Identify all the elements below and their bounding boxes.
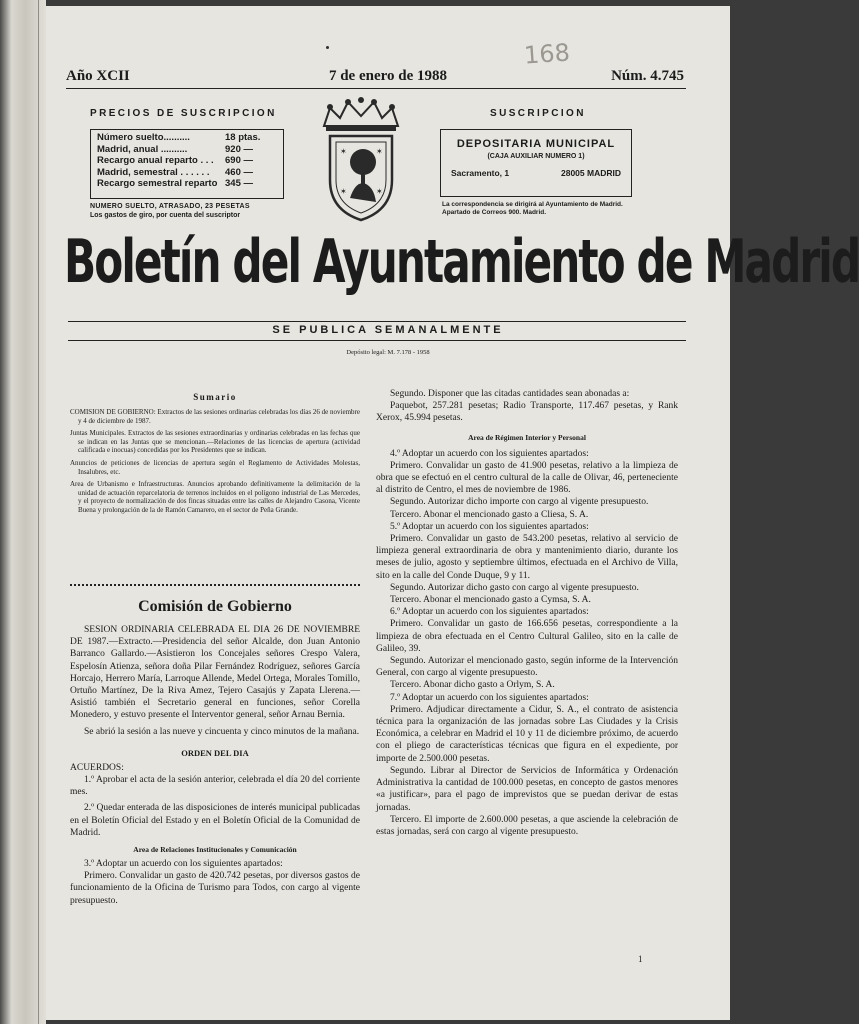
legal-deposit: Depósito legal: M. 7.178 - 1958 [346, 349, 430, 356]
summary-item: COMISION DE GOBIERNO: Extractos de las sesiones ordinarias celebradas los días 26 de noviembre y 4 de diciembre de 1987. [70, 408, 360, 425]
price-row: Recargo anual reparto . . . 690 — [97, 155, 253, 166]
agreement-7: 7.º Adoptar un acuerdo con los siguientes apartados: [390, 692, 589, 703]
agreements-label: ACUERDOS: [70, 762, 124, 773]
agreement-3-primero: Primero. Convalidar un gasto de 420.742 pesetas, por diversos gastos de funcionamiento de la Oficina de Turismo para Todos, con cargo al vigente presupuesto. [70, 871, 360, 906]
newspaper-title: Boletín del Ayuntamiento de Madrid [64, 228, 859, 297]
page-number: 1 [638, 954, 643, 964]
summary-item: Juntas Municipales. Extractos de las sesiones extraordinarias y ordinarias celebradas en las fechas que se indican en las Juntas que se mencionan.—Relaciones de las licencias de apertura (actividad calificada e inocuas) concedidas por los Presidentes que se indican. [70, 429, 360, 455]
svg-text:✶: ✶ [376, 187, 383, 196]
right-column [376, 388, 678, 838]
subtitle: SE PUBLICA SEMANALMENTE [272, 324, 504, 336]
session-paragraph: SESION ORDINARIA CELEBRADA EL DIA 26 DE NOVIEMBRE DE 1987.—Extracto.—Presidencia del señor Alcalde, don Juan Antonio Barranco Gallardo.—Asistieron los Concejales señores Crespo Valera, Espelosín Atienza, señora doña Pilar Fernández Rodríguez, señores García Horcajo, Herrero María, Larroque Allende, Medel Ortega, Morales Tomillo, Ortuño Martínez, De la Riva Amez, Tejero Casajús y Zapata Llerena.—Asistió también el Secretario general en funciones, señor Corella Monedero, y estuvo presente el Interventor general, señor Arnau Bernia. [70, 625, 360, 721]
agreement-5: 5.º Adoptar un acuerdo con los siguientes apartados: [390, 521, 589, 532]
agreement-3: 3.º Adoptar un acuerdo con los siguientes apartados: [84, 859, 283, 870]
agreement-7-primero: Primero. Adjudicar directamente a Cidur, S. A., el contrato de asistencia técnica para la organización de las jornadas sobre Las Ciudades y la Crisis Económica, a celebrar en Madrid el 10 y 11 de diciembre próximo, de acuerdo con el pliego de características técnicas que figura en el expediente, por importe de 2.500.000 pesetas. [376, 704, 678, 764]
agreement-4: 4.º Adoptar un acuerdo con los siguientes apartados: [390, 448, 589, 459]
svg-text:✶: ✶ [340, 187, 347, 196]
subscription-sub: (CAJA AUXILIAR NUMERO 1) [487, 153, 585, 160]
payments-paragraph: Paquebot, 257.281 pesetas; Radio Transporte, 117.467 pesetas, y Rank Xerox, 45.994 pesetas. [376, 401, 678, 424]
ink-dot [326, 46, 329, 49]
subscription-note: La correspondencia se dirigirá al Ayuntamiento de Madrid. Apartado de Correos 900. Madrid. [442, 201, 623, 216]
prices-note-1: NUMERO SUELTO, ATRASADO, 23 PESETAS [90, 203, 250, 210]
newspaper-page [46, 6, 859, 1020]
masthead-year: Año XCII [66, 68, 130, 84]
svg-text:✶: ✶ [340, 147, 347, 156]
agreement-6-tercero: Tercero. Abonar dicho gasto a Orlym, S. A. [390, 680, 555, 691]
area-heading: Area de Relaciones Institucionales y Comunicación [133, 845, 297, 855]
prices-heading: PRECIOS DE SUSCRIPCION [90, 108, 277, 119]
subtitle-rule [68, 340, 686, 341]
subscription-street: Sacramento, 1 [451, 168, 510, 178]
masthead-rule [66, 88, 686, 89]
price-row: Madrid, anual .......... 920 — [97, 143, 253, 155]
subscription-box [440, 129, 632, 197]
agreement-1: 1.º Aprobar el acta de la sesión anterior, celebrada el día 20 del corriente mes. [70, 775, 360, 798]
price-row: Recargo semestral reparto 345 — [97, 178, 253, 189]
subscription-heading: SUSCRIPCION [490, 108, 586, 119]
price-row: Número suelto.......... 18 ptas. [97, 132, 261, 143]
agreement-5-tercero: Tercero. Abonar el mencionado gasto a Cymsa, S. A. [390, 595, 591, 606]
segundo-paragraph: Segundo. Disponer que las citadas cantidades sean abonadas a: [390, 389, 630, 399]
summary-heading: Sumario [193, 392, 237, 402]
handwritten-number: 168 [523, 38, 571, 70]
masthead-date: 7 de enero de 1988 [328, 68, 448, 84]
masthead-number: Núm. 4.745 [611, 68, 684, 84]
title-rule [68, 321, 686, 322]
agreement-6: 6.º Adoptar un acuerdo con los siguientes apartados: [390, 607, 589, 618]
section-divider [70, 584, 360, 586]
agreement-4-segundo: Segundo. Autorizar dicho importe con cargo al vigente presupuesto. [390, 497, 649, 508]
section-heading: Comisión de Gobierno [138, 598, 292, 615]
agreement-6-primero: Primero. Convalidar un gasto de 166.656 pesetas, correspondiente a la limpieza de obra efectuada en el Centro Cultural Galileo, sito en la calle de Galileo, 39. [376, 619, 678, 654]
opening-paragraph: Se abrió la sesión a las nueve y cincuenta y cinco minutos de la mañana. [84, 726, 360, 737]
left-column [70, 598, 360, 907]
subscription-office: DEPOSITARIA MUNICIPAL [456, 138, 616, 150]
agreement-4-tercero: Tercero. Abonar el mencionado gasto a Cliesa, S. A. [390, 509, 589, 520]
agreement-5-segundo: Segundo. Autorizar dicho gasto con cargo al vigente presupuesto. [390, 582, 639, 593]
svg-text:✶: ✶ [376, 147, 383, 156]
summary-column [70, 392, 360, 519]
agreement-5-primero: Primero. Convalidar un gasto de 543.200 pesetas, relativo al servicio de limpieza general extraordinaria de obra y mantenimiento diario, durante los meses de julio, agosto y septiembre últimos, efectuada en el Archivo de Villa, sito en la calle del Conde Duque, 9 y 11. [376, 534, 678, 581]
agreement-7-tercero: Tercero. El importe de 2.600.000 pesetas, a que asciende la celebración de estas jornadas, será con cargo al vigente presupuesto. [376, 814, 678, 837]
agreement-7-segundo: Segundo. Librar al Director de Servicios de Informática y Ordenación Administrativa la cantidad de 100.000 pesetas, en concepto de gastos menores «a justificar», para el pago de imprevistos que se puedan derivar de estas jornadas. [376, 765, 678, 813]
agenda-heading: ORDEN DEL DIA [181, 747, 249, 758]
book-binding [0, 0, 46, 1024]
subscription-city: 28005 MADRID [561, 168, 621, 178]
agreement-6-segundo: Segundo. Autorizar el mencionado gasto, según informe de la Intervención General, con cargo al vigente presupuesto. [376, 656, 678, 679]
price-row: Madrid, semestral . . . . . . 460 — [97, 166, 253, 178]
madrid-coat-of-arms [318, 98, 404, 226]
area-heading-2: Area de Régimen Interior y Personal [468, 432, 586, 442]
prices-note-2: Los gastos de giro, por cuenta del suscriptor [90, 212, 241, 219]
agreement-4-primero: Primero. Convalidar un gasto de 41.900 pesetas, relativo a la limpieza de obra que se efectuó en el centro cultural de la calle de Olivar, 46, perteneciente al distrito de Centro, el mes de noviembre de 1986. [376, 460, 678, 496]
prices-box [90, 129, 284, 199]
summary-item: Area de Urbanismo e Infraestructuras. Anuncios aprobando definitivamente la delimitación de la unidad de actuación reparcelatoria de terrenos incluidos en el polígono industrial de Las Mercedes, y el proyecto de normalización de dos fincas situadas entre las calles de Alejandro Casona, Vicente Buena y prolongación de la de Ramón Camarero, en el sector de Peña Grande. [70, 480, 360, 514]
summary-item: Anuncios de peticiones de licencias de apertura según el Reglamento de Actividades Molestas, Insalubres, etc. [70, 458, 360, 476]
agreement-2: 2.º Quedar enterada de las disposiciones de interés municipal publicadas en el Boletín Oficial del Estado y en el Boletín Oficial de la Comunidad de Madrid. [70, 803, 360, 838]
